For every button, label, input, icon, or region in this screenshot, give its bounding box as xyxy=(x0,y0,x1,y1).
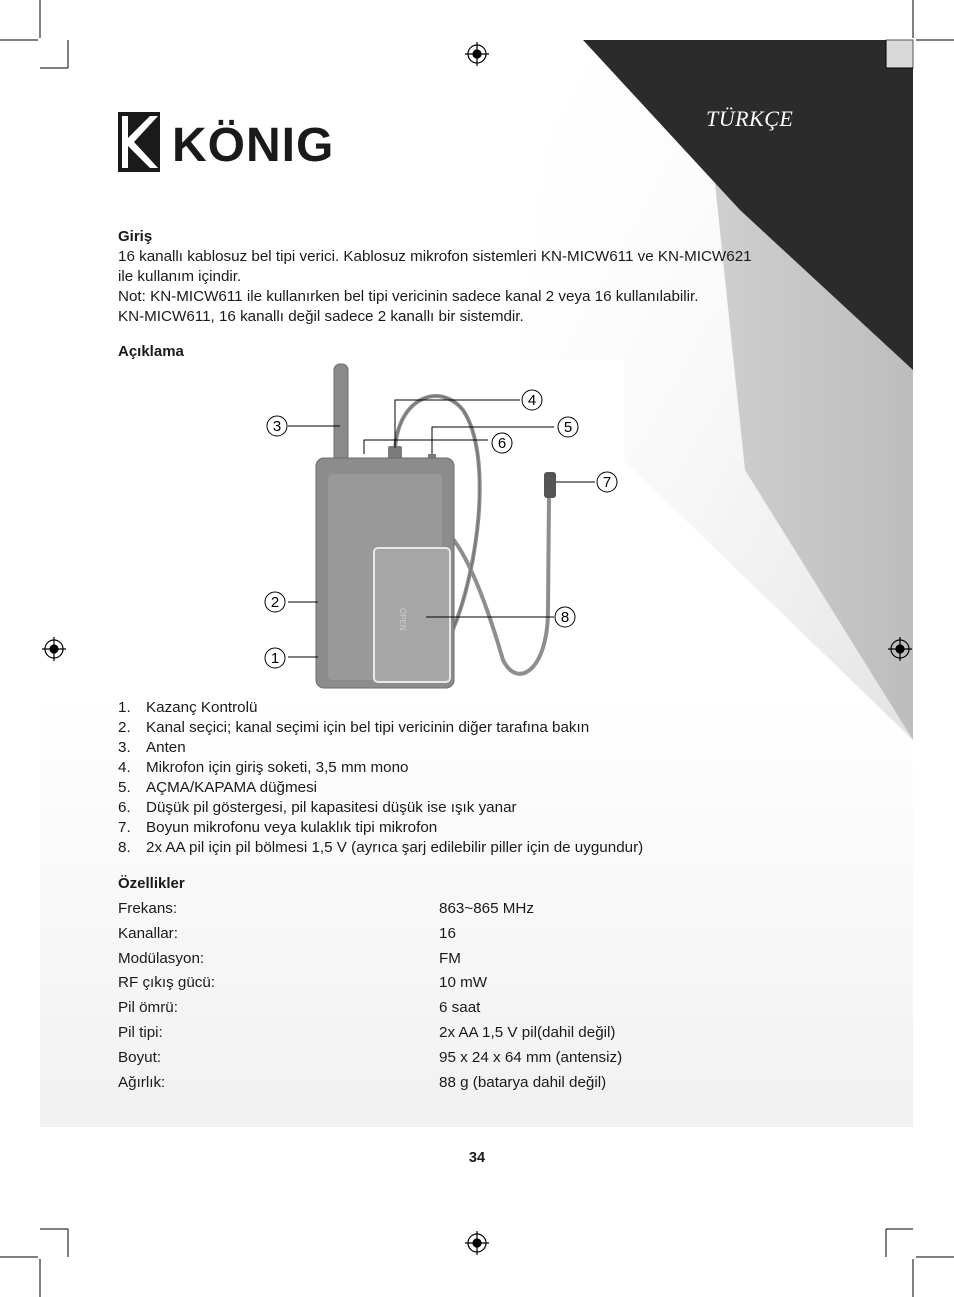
intro-line: ile kullanım içindir. xyxy=(118,268,242,285)
svg-text:3: 3 xyxy=(272,418,282,435)
registration-mark-left xyxy=(42,637,66,661)
callout-3 xyxy=(267,416,287,436)
callout-4 xyxy=(522,390,542,410)
callout-7 xyxy=(597,472,617,492)
table-row: Pil ömrü: 6 saat xyxy=(118,999,481,1017)
parts-list xyxy=(118,698,643,858)
registration-mark-top xyxy=(465,42,489,66)
intro-section xyxy=(118,227,752,327)
konig-logo-icon xyxy=(118,112,343,172)
list-item: 8. 2x AA pil için pil bölmesi 1,5 V (ayrıca şarj edilebilir piller için de uygundur) xyxy=(118,839,644,856)
callout-8 xyxy=(555,607,575,627)
compartment-label: OPEN xyxy=(398,608,407,631)
antenna xyxy=(334,364,348,462)
list-item: 5. AÇMA/KAPAMA düğmesi xyxy=(118,779,318,796)
brand-wordmark: KÖNIG xyxy=(172,119,335,172)
callout-2 xyxy=(265,592,285,612)
list-item: 6. Düşük pil göstergesi, pil kapasitesi düşük ise ışık yanar xyxy=(118,799,517,816)
table-row: Kanallar: 16 xyxy=(118,924,456,942)
page-number: 34 xyxy=(468,1150,486,1166)
svg-text:1: 1 xyxy=(270,650,280,667)
table-row: Modülasyon: FM xyxy=(118,949,461,967)
list-item: 3. Anten xyxy=(118,739,186,756)
description-heading: Açıklama xyxy=(118,343,184,360)
table-row: RF çıkış gücü: 10 mW xyxy=(118,974,488,992)
table-row: Frekans: 863~865 MHz xyxy=(118,900,534,917)
svg-text:6: 6 xyxy=(497,435,507,452)
language-label: TÜRKÇE xyxy=(706,106,794,131)
intro-line: 16 kanallı kablosuz bel tipi verici. Kablosuz mikrofon sistemleri KN-MICW611 ve KN-MICW621 xyxy=(118,248,752,265)
callout-1 xyxy=(265,648,285,668)
list-item: 7. Boyun mikrofonu veya kulaklık tipi mikrofon xyxy=(118,819,438,836)
callout-5 xyxy=(558,417,578,437)
battery-compartment xyxy=(374,548,450,682)
table-row: Ağırlık: 88 g (batarya dahil değil) xyxy=(118,1073,607,1091)
svg-text:5: 5 xyxy=(563,419,573,436)
intro-heading: Giriş xyxy=(118,228,153,245)
svg-text:7: 7 xyxy=(602,474,612,491)
svg-text:2: 2 xyxy=(270,594,280,611)
list-item: 4. Mikrofon için giriş soketi, 3,5 mm mono xyxy=(118,759,409,776)
callout-6 xyxy=(492,433,512,453)
table-row: Boyut: 95 x 24 x 64 mm (antensiz) xyxy=(118,1048,623,1066)
list-item: 1. Kazanç Kontrolü xyxy=(118,699,258,716)
specs-heading: Özellikler xyxy=(118,875,185,892)
registration-mark-bottom xyxy=(465,1231,489,1255)
intro-line: Not: KN-MICW611 ile kullanırken bel tipi vericinin sadece kanal 2 veya 16 kullanılabilir. xyxy=(118,288,699,305)
device-diagram xyxy=(258,360,624,690)
brand-logo xyxy=(118,112,343,172)
registration-mark-right xyxy=(888,637,912,661)
intro-line: KN-MICW611, 16 kanallı değil sadece 2 kanallı bir sistemdir. xyxy=(118,308,524,325)
list-item: 2. Kanal seçici; kanal seçimi için bel tipi vericinin diğer tarafına bakın xyxy=(118,719,590,736)
specs-table xyxy=(118,898,622,1096)
microphone-head xyxy=(544,472,556,498)
table-row: Pil tipi: 2x AA 1,5 V pil(dahil değil) xyxy=(118,1023,616,1041)
svg-text:8: 8 xyxy=(560,609,570,626)
svg-text:4: 4 xyxy=(527,392,537,409)
